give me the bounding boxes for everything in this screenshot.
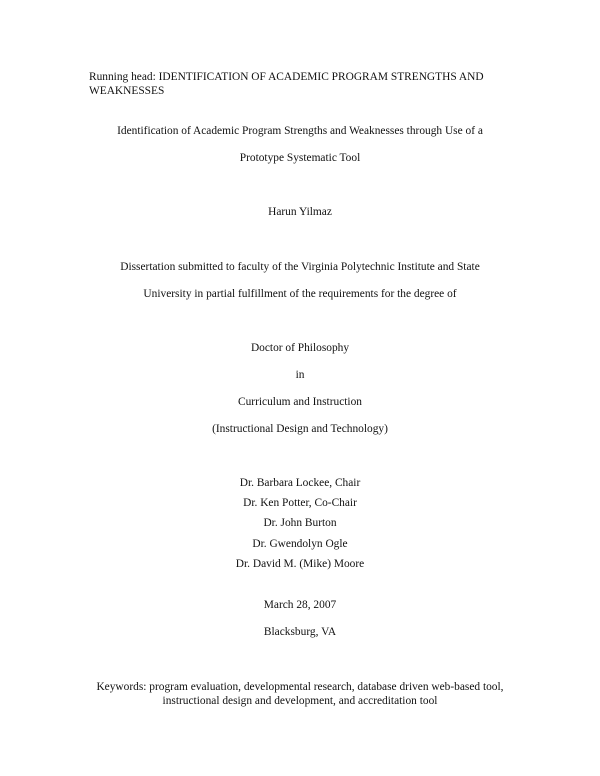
submission-date: March 28, 2007 <box>263 599 337 611</box>
location: Blacksburg, VA <box>263 626 337 638</box>
committee-member: Dr. Barbara Lockee, Chair <box>239 477 361 489</box>
degree-connector: in <box>295 369 305 381</box>
submission-line-1: Dissertation submitted to faculty of the Virginia Polytechnic Institute and State <box>120 261 480 273</box>
submission-line-2: University in partial fulfillment of the requirements for the degree of <box>143 288 457 300</box>
committee-member: Dr. John Burton <box>263 517 337 529</box>
title-line-1: Identification of Academic Program Strengths and Weaknesses through Use of a <box>117 125 483 137</box>
committee-member: Dr. David M. (Mike) Moore <box>235 558 365 570</box>
committee-member: Dr. Ken Potter, Co-Chair <box>243 497 357 509</box>
keywords-line-1: Keywords: program evaluation, developmental research, database driven web-based tool, <box>96 681 504 693</box>
keywords-line-2: instructional design and development, and accreditation tool <box>162 695 438 707</box>
committee-member: Dr. Gwendolyn Ogle <box>252 538 348 550</box>
degree-specialization: (Instructional Design and Technology) <box>212 423 388 435</box>
running-head-line-2: WEAKNESSES <box>89 85 165 97</box>
running-head-line-1: Running head: IDENTIFICATION OF ACADEMIC PROGRAM STRENGTHS AND <box>89 71 484 83</box>
degree-name: Doctor of Philosophy <box>250 342 350 354</box>
title-line-2: Prototype Systematic Tool <box>239 152 361 164</box>
author-name: Harun Yilmaz <box>268 206 332 218</box>
degree-field: Curriculum and Instruction <box>237 396 362 408</box>
